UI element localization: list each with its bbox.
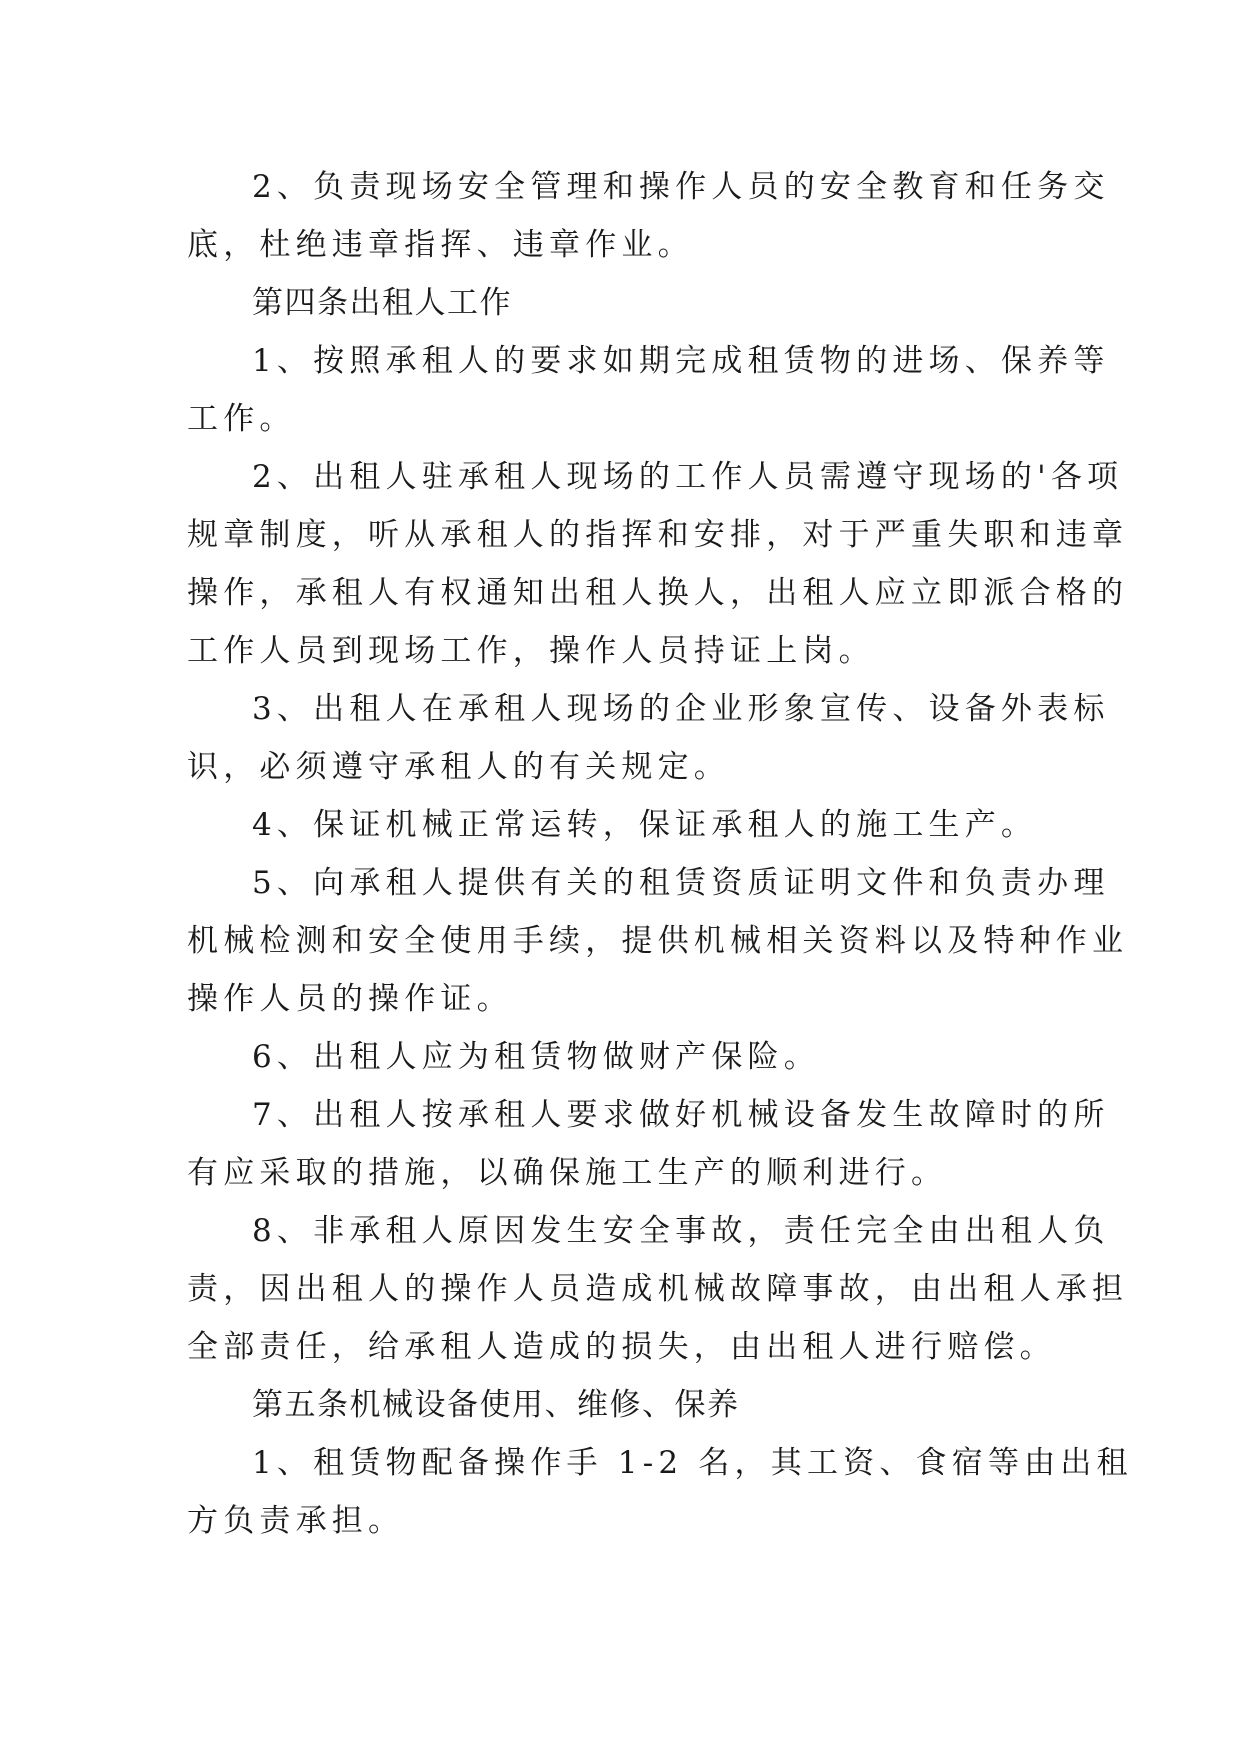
- item-3-line-1: 3、出租人在承租人现场的企业形象宣传、设备外表标: [252, 691, 1110, 727]
- item-1-line-2: 工作。: [187, 401, 296, 437]
- item-2-line-3: 操作，承租人有权通知出租人换人，出租人应立即派合格的: [187, 575, 1129, 611]
- item-2-line-1: 2、出租人驻承租人现场的工作人员需遵守现场的'各项: [252, 459, 1124, 495]
- item-5-line-2: 机械检测和安全使用手续，提供机械相关资料以及特种作业: [187, 923, 1129, 959]
- section-heading-article-4: 第四条出租人工作: [252, 285, 512, 321]
- section-heading-article-5: 第五条机械设备使用、维修、保养: [252, 1387, 740, 1423]
- item-7-line-2: 有应采取的措施，以确保施工生产的顺利进行。: [187, 1155, 948, 1191]
- item-5-line-3: 操作人员的操作证。: [187, 981, 513, 1017]
- item-1-line-1: 1、按照承租人的要求如期完成租赁物的进场、保养等: [252, 343, 1110, 379]
- item-8-line-1: 8、非承租人原因发生安全事故，责任完全由出租人负: [252, 1213, 1110, 1249]
- item-3-line-2: 识，必须遵守承租人的有关规定。: [187, 749, 730, 785]
- item-8-line-2: 责，因出租人的操作人员造成机械故障事故，由出租人承担: [187, 1271, 1129, 1307]
- paragraph-2-line-1: 2、负责现场安全管理和操作人员的安全教育和任务交: [252, 169, 1110, 205]
- item-7-line-1: 7、出租人按承租人要求做好机械设备发生故障时的所: [252, 1097, 1110, 1133]
- item-4-line-1: 4、保证机械正常运转，保证承租人的施工生产。: [252, 807, 1038, 843]
- paragraph-2-line-2: 底，杜绝违章指挥、违章作业。: [187, 227, 694, 263]
- article-5-item-1-line-1: 1、租赁物配备操作手 1-2 名，其工资、食宿等由出租: [252, 1445, 1133, 1481]
- item-2-line-4: 工作人员到现场工作，操作人员持证上岗。: [187, 633, 875, 669]
- article-5-item-1-line-2: 方负责承担。: [187, 1503, 405, 1539]
- item-2-line-2: 规章制度，听从承租人的指挥和安排，对于严重失职和违章: [187, 517, 1129, 553]
- item-5-line-1: 5、向承租人提供有关的租赁资质证明文件和负责办理: [252, 865, 1110, 901]
- item-6-line-1: 6、出租人应为租赁物做财产保险。: [252, 1039, 820, 1075]
- item-8-line-3: 全部责任，给承租人造成的损失，由出租人进行赔偿。: [187, 1329, 1056, 1365]
